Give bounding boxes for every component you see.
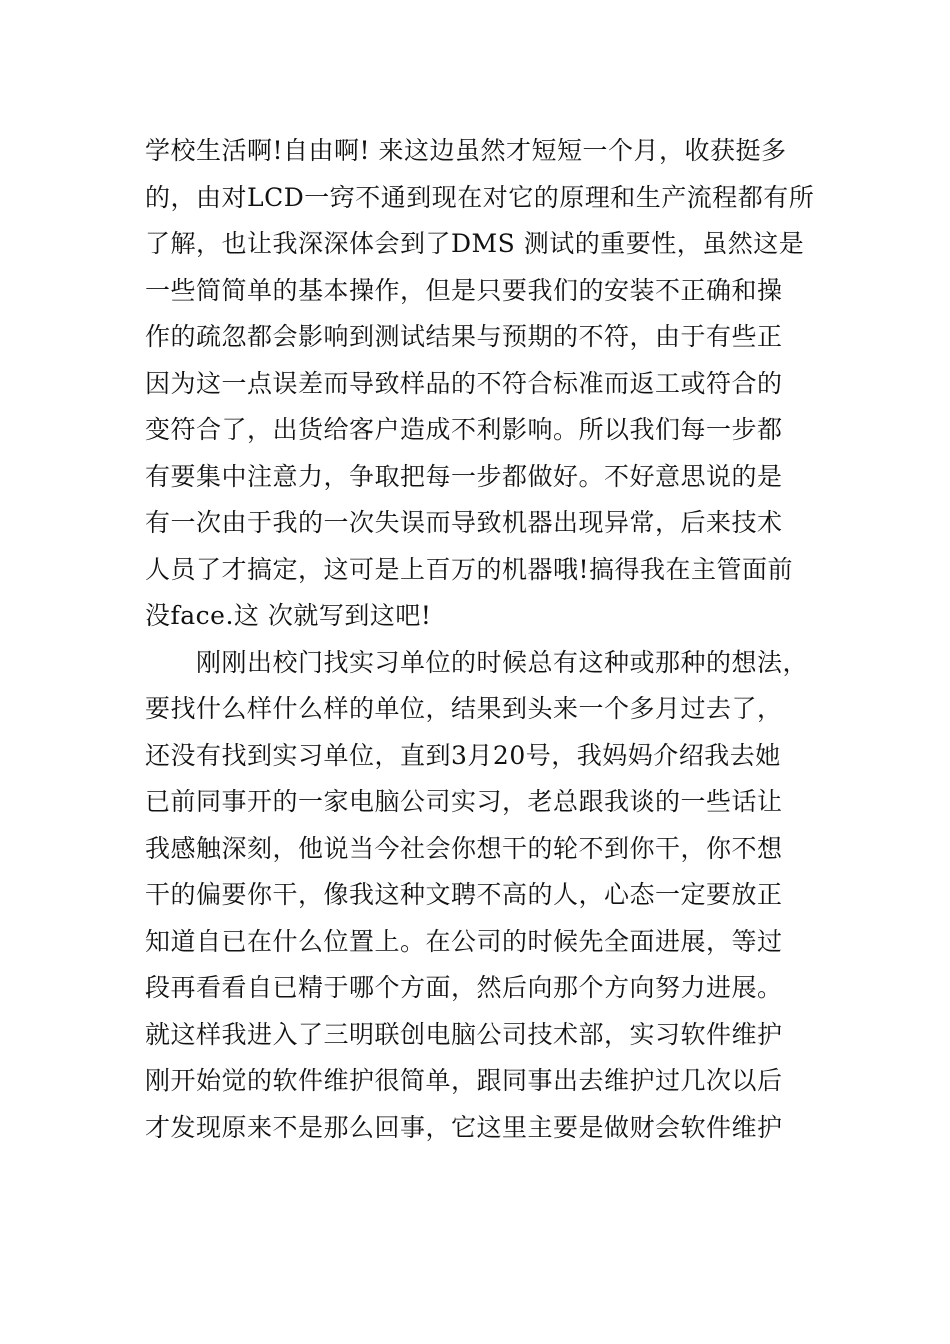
text-line: 有一次由于我的一次失误而导致机器出现异常，后来技术 — [145, 508, 783, 537]
text-line: 没face.这 次就写到这吧! — [145, 601, 432, 630]
text-line: 要找什么样什么样的单位，结果到头来一个多月过去了， — [145, 694, 783, 723]
paragraph-1 — [145, 128, 825, 640]
text-line: 刚开始觉的软件维护很简单，跟同事出去维护过几次以后 — [145, 1066, 783, 1095]
text-line: 学校生活啊!自由啊! 来这边虽然才短短一个月，收获挺多 — [145, 136, 787, 165]
text-line: 人员了才搞定，这可是上百万的机器哦!搞得我在主管面前 — [145, 554, 794, 584]
text-line: 有要集中注意力，争取把每一步都做好。不好意思说的是 — [145, 461, 783, 491]
text-line: 变符合了，出货给客户造成不利影响。所以我们每一步都 — [145, 415, 783, 444]
text-line-indented: 刚刚出校门找实习单位的时候总有这种或那种的想法， — [196, 647, 809, 677]
paragraph-2 — [145, 640, 825, 1152]
text-line: 知道自已在什么位置上。在公司的时候先全面进展，等过 — [145, 926, 783, 956]
text-line: 作的疏忽都会影响到测试结果与预期的不符，由于有些正 — [145, 322, 783, 351]
text-line: 我感触深刻，他说当今社会你想干的轮不到你干，你不想 — [145, 833, 783, 863]
text-line: 因为这一点误差而导致样品的不符合标准而返工或符合的 — [145, 368, 783, 398]
text-line: 了解，也让我深深体会到了DMS 测试的重要性，虽然这是 — [145, 229, 805, 258]
text-line: 才发现原来不是那么回事，它这里主要是做财会软件维护 — [145, 1112, 783, 1142]
text-line: 段再看看自已精于哪个方面，然后向那个方向努力进展。 — [145, 973, 783, 1002]
text-line: 干的偏要你干，像我这种文聘不高的人，心态一定要放正 — [145, 880, 783, 909]
text-line: 一些简简单的基本操作，但是只要我们的安装不正确和操 — [145, 275, 783, 305]
body-text — [145, 128, 825, 1151]
text-line: 就这样我进入了三明联创电脑公司技术部，实习软件维护 — [145, 1019, 783, 1049]
text-line: 还没有找到实习单位，直到3月20号，我妈妈介绍我去她 — [145, 740, 781, 770]
text-line: 已前同事开的一家电脑公司实习，老总跟我谈的一些话让 — [145, 787, 783, 816]
text-line: 的，由对LCD一窍不通到现在对它的原理和生产流程都有所 — [145, 182, 815, 212]
